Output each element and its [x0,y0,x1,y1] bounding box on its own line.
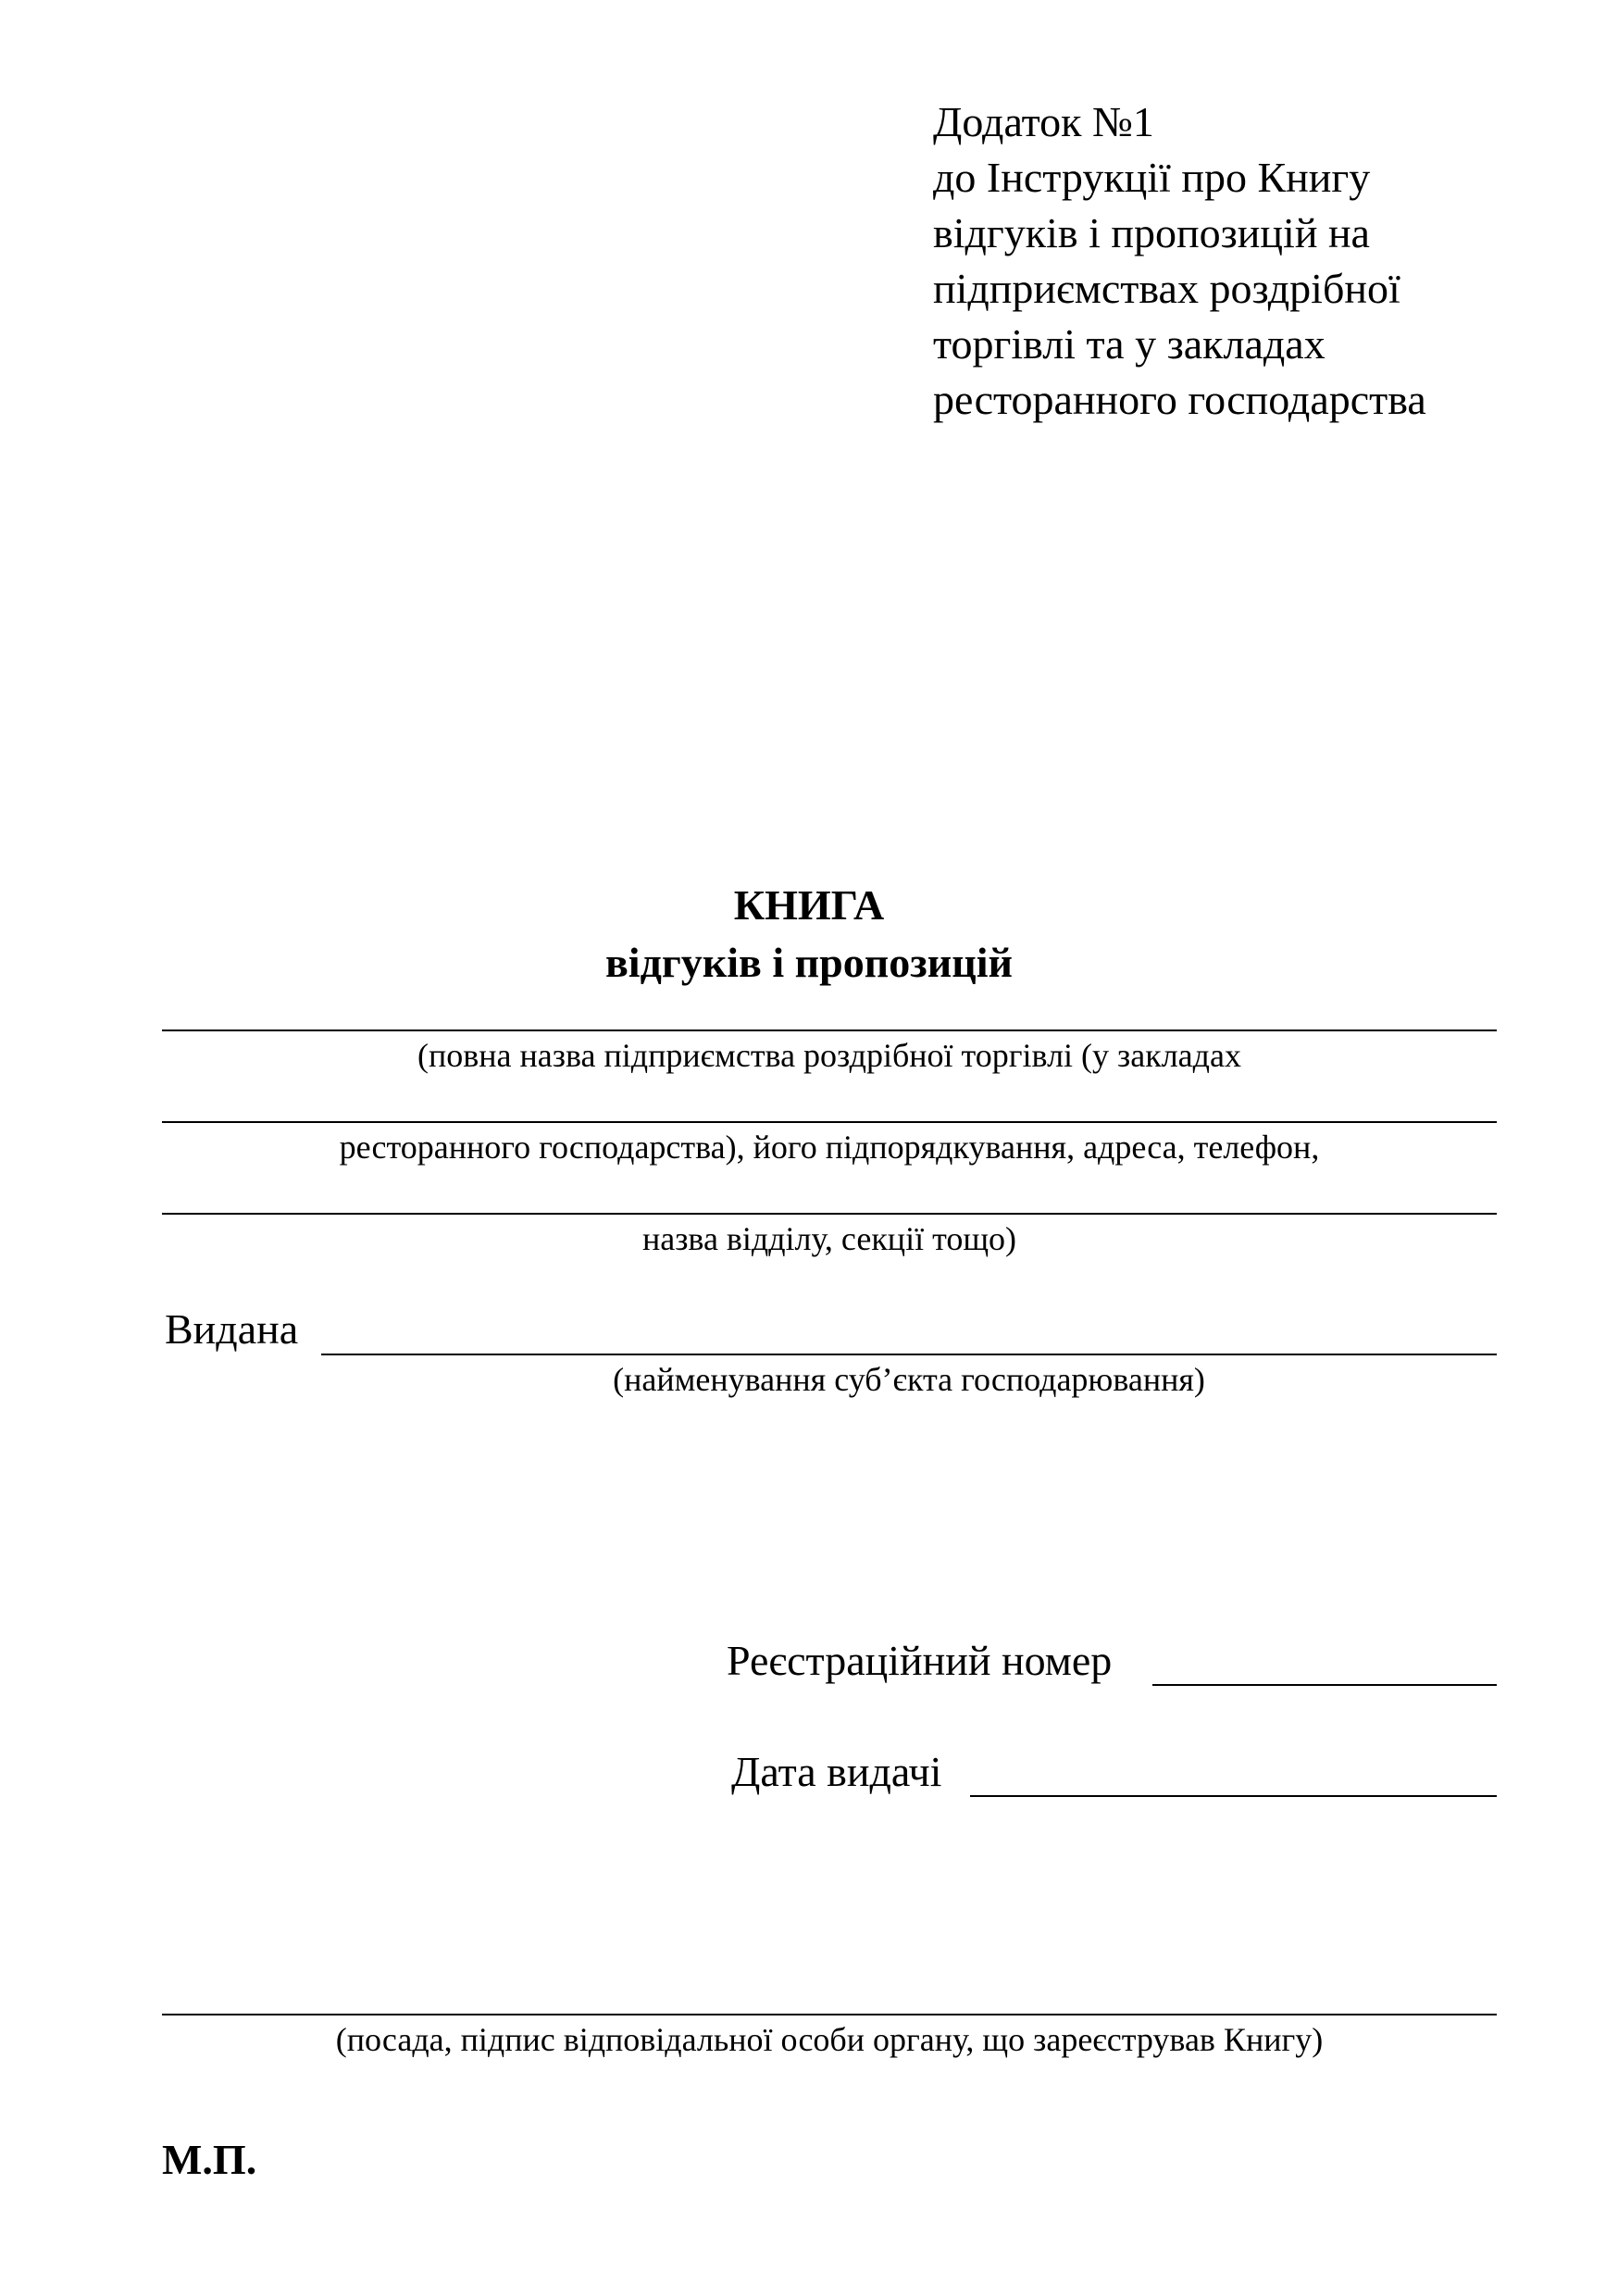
enterprise-name-field-3[interactable] [162,1213,1497,1215]
appendix-line-3: відгуків і пропозицій на [933,209,1370,256]
issued-label: Видана [165,1305,299,1353]
seal-place-label: М.П. [162,2136,257,2183]
appendix-line-2: до Інструкції про Книгу [933,154,1371,201]
issued-caption: (найменування суб’єкта господарювання) [613,1361,1205,1398]
appendix-line-1: Додаток №1 [933,98,1154,145]
document-title: КНИГА [733,881,885,929]
signature-caption: (посада, підпис відповідальної особи органу, що зареєстрував Книгу) [335,2021,1324,2058]
enterprise-name-field-2[interactable] [162,1121,1497,1123]
enterprise-caption-3: назва відділу, секції тощо) [641,1220,1017,1257]
issue-date-field[interactable] [970,1795,1497,1797]
enterprise-caption-1: (повна назва підприємства роздрібної торгівлі (у закладах [417,1037,1241,1074]
issue-date-label: Дата видачі [731,1748,942,1795]
appendix-line-6: ресторанного господарства [933,376,1426,423]
registration-number-label: Реєстраційний номер [727,1637,1113,1684]
appendix-line-4: підприємствах роздрібної [933,265,1400,312]
enterprise-name-field-1[interactable] [162,1029,1497,1031]
appendix-reference [933,94,1525,428]
document-subtitle: відгуків і пропозицій [604,939,1014,986]
registration-number-field[interactable] [1152,1684,1497,1686]
signature-field[interactable] [162,2014,1497,2015]
issued-by-field[interactable] [321,1354,1497,1355]
appendix-line-5: торгівлі та у закладах [933,320,1326,368]
enterprise-caption-2: ресторанного господарства), його підпорядкування, адреса, телефон, [339,1129,1320,1166]
